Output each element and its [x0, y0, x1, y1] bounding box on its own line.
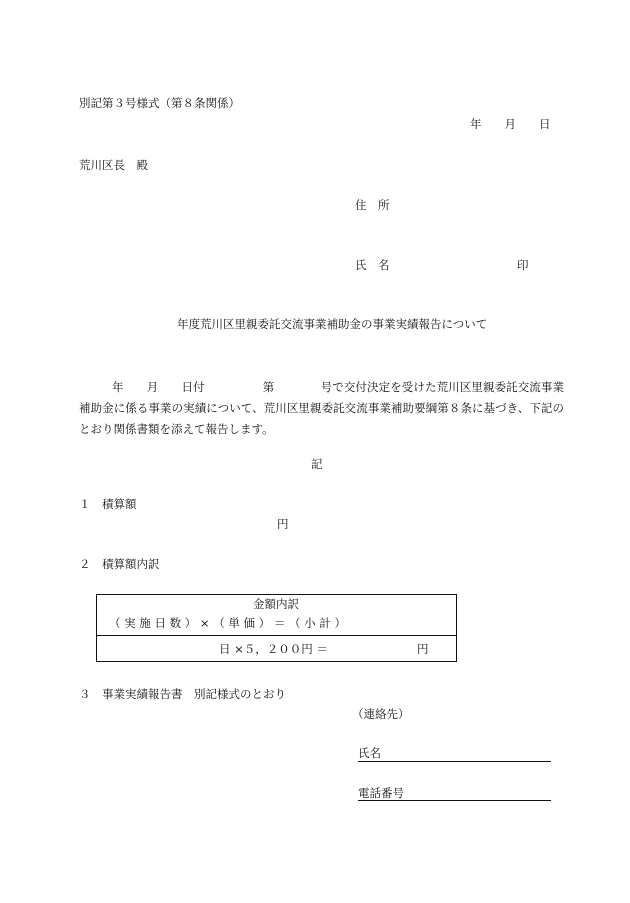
contact-name-line — [358, 761, 551, 762]
section3-label: 事業実績報告書 別記様式のとおり — [102, 687, 286, 701]
section1-number: １ — [79, 497, 91, 511]
breakdown-table — [96, 594, 457, 662]
section1-label: 積算額 — [102, 497, 137, 511]
date-header: 年 月 日 — [470, 117, 551, 131]
seal-label: 印 — [517, 258, 529, 272]
breakdown-table-header: 金額内訳 — [253, 597, 299, 611]
form-header: 別記第３号様式（第８条関係） — [79, 96, 240, 110]
contact-phone-label: 電話番号 — [358, 786, 404, 800]
table-divider — [97, 635, 456, 636]
ki-heading: 記 — [311, 457, 323, 471]
contact-name-label: 氏名 — [358, 746, 381, 760]
section3-number: ３ — [79, 687, 91, 701]
name-label: 氏 名 — [355, 258, 390, 272]
breakdown-result-unit: 円 — [417, 642, 429, 656]
section2-number: ２ — [79, 557, 91, 571]
section1-amount-unit: 円 — [277, 517, 289, 531]
body-paragraph: 年 月 日付 第 号で交付決定を受けた荒川区里親委託交流事業補助金に係る事業の実績について、荒川区里親委託交流事業補助要綱第８条に基づき、下記のとおり関係書類を添えて報告します。 — [79, 380, 564, 436]
breakdown-formula-header: （ 実 施 日 数 ） × （ 単 価 ） ＝ （ 小 計 ） — [109, 616, 346, 630]
section2-label: 積算額内訳 — [102, 557, 160, 571]
contact-phone-line — [358, 800, 551, 801]
contact-label: （連絡先） — [352, 707, 410, 721]
address-label: 住 所 — [355, 198, 390, 212]
breakdown-formula-row: 日 ×５，２００円 ＝ — [219, 642, 328, 656]
addressee: 荒川区長 殿 — [79, 158, 148, 172]
document-title: 年度荒川区里親委託交流事業補助金の事業実績報告について — [177, 317, 488, 331]
